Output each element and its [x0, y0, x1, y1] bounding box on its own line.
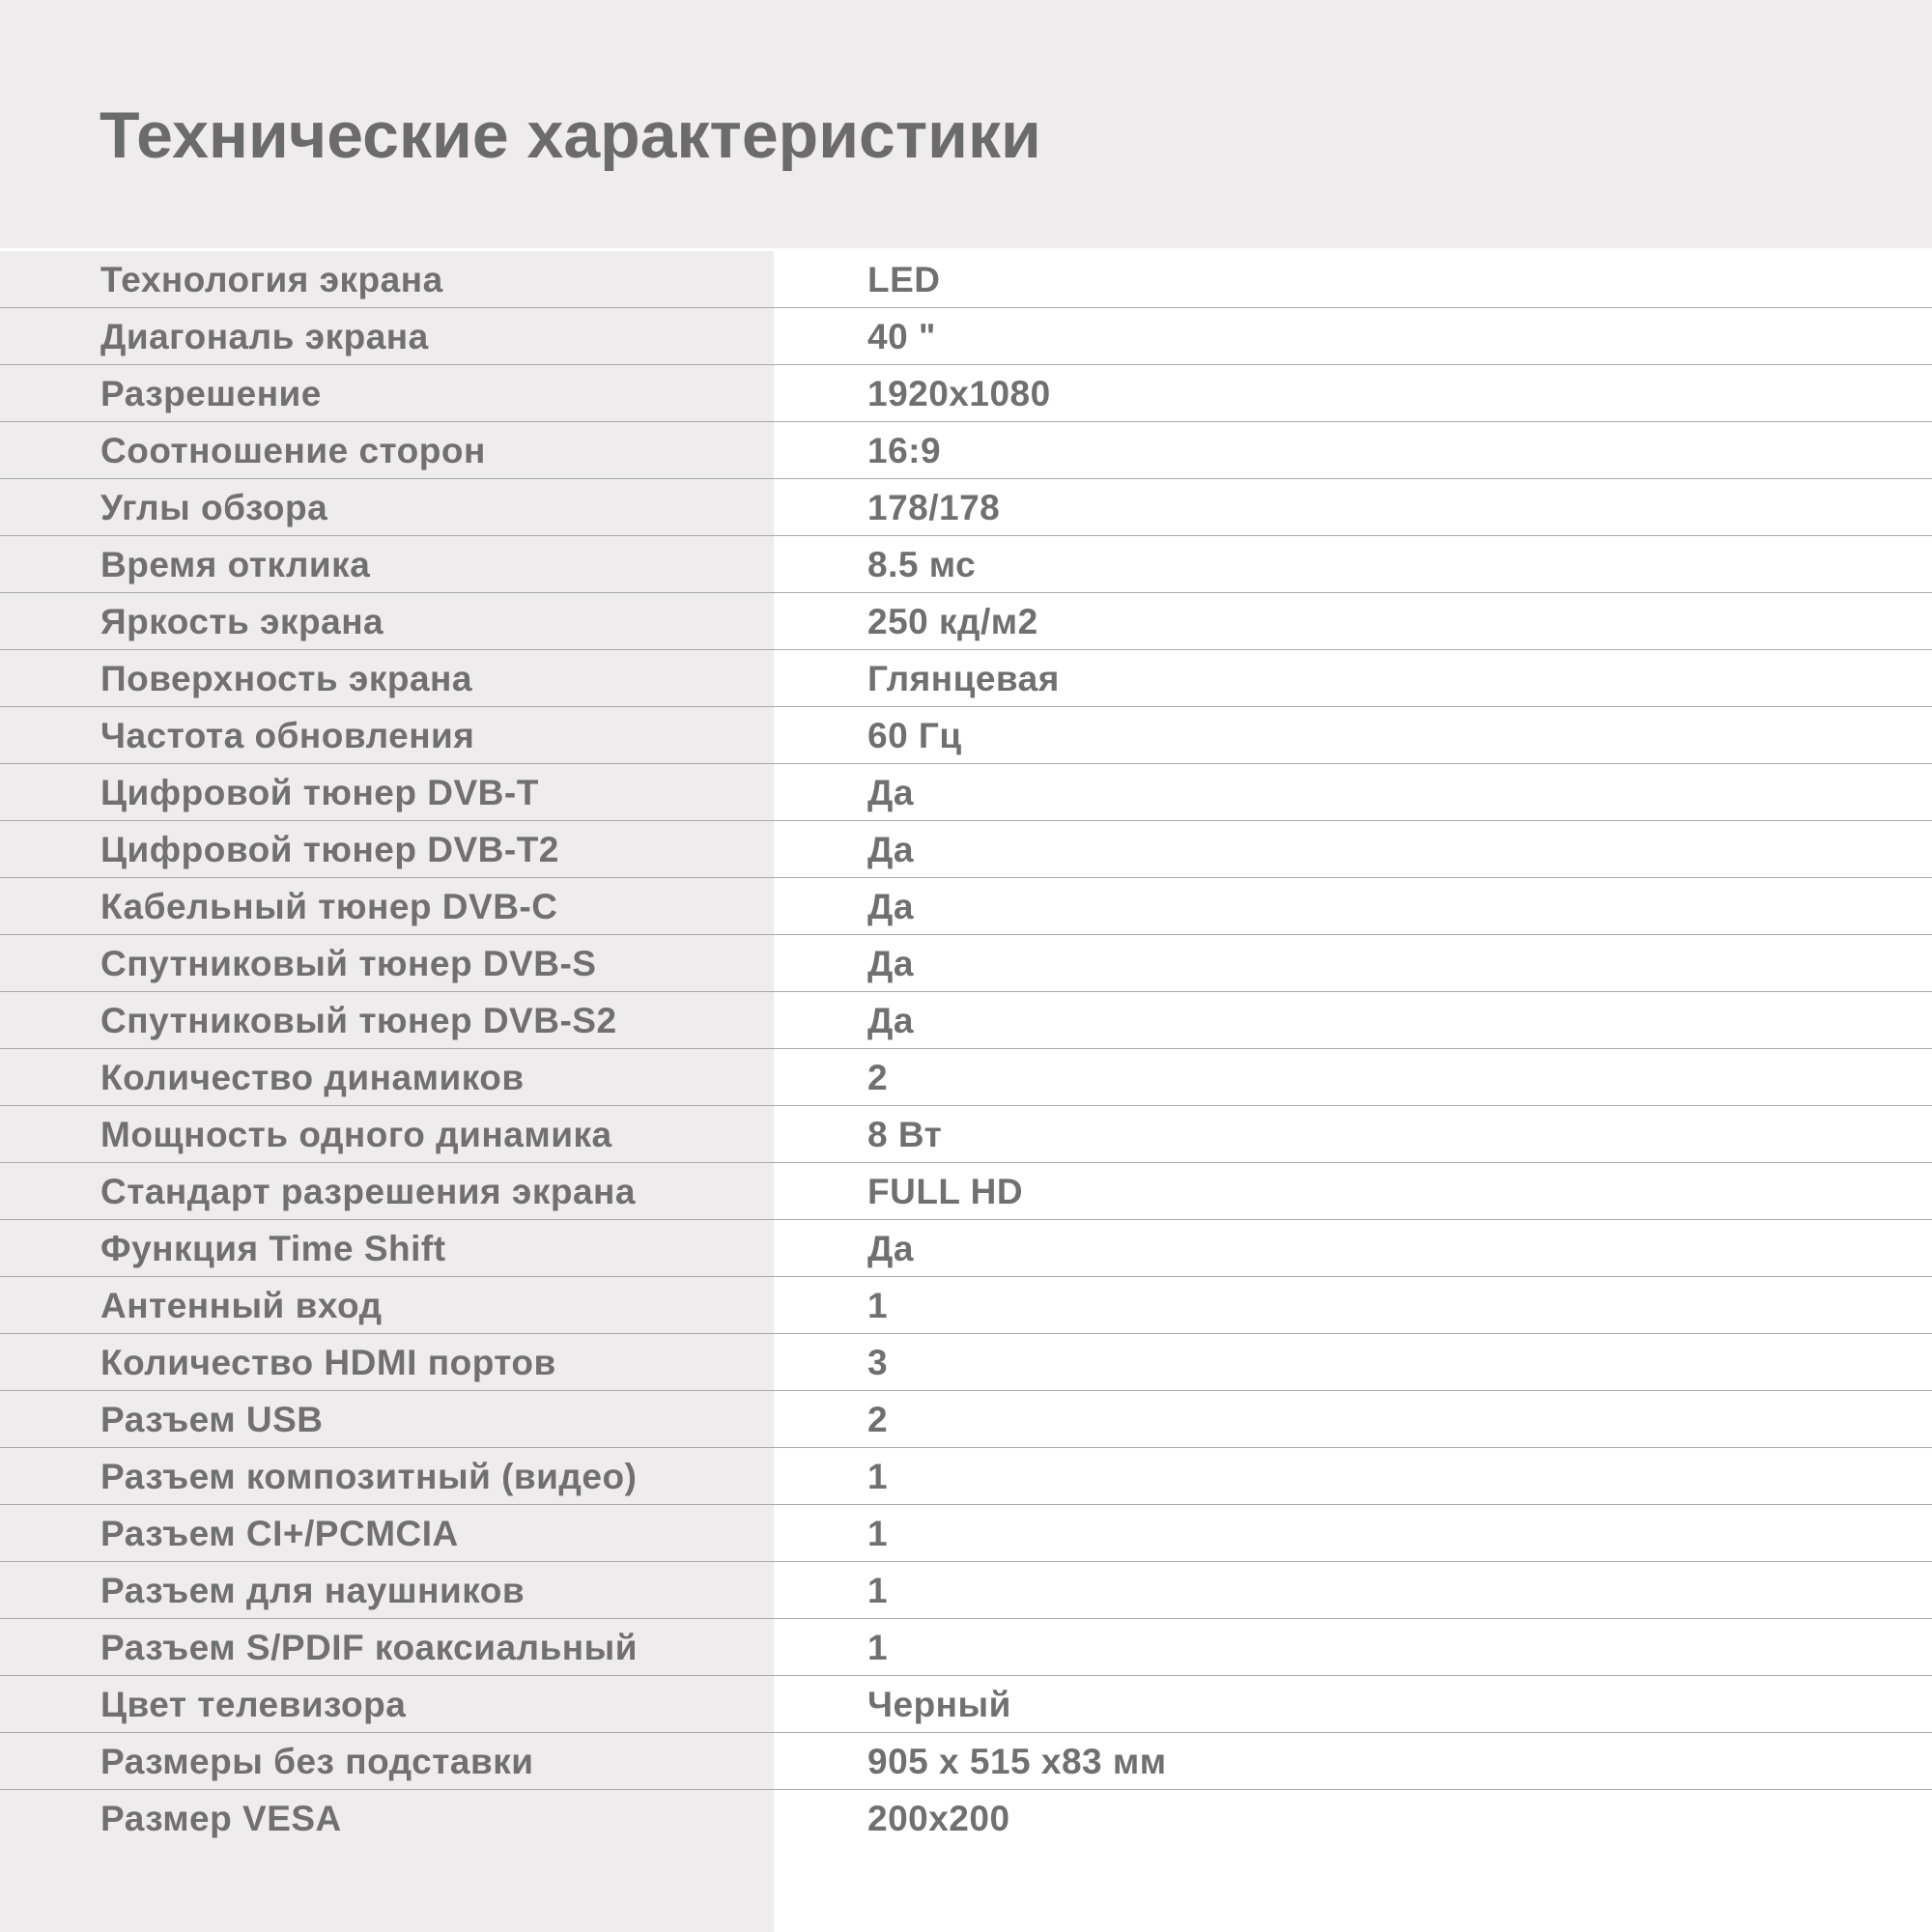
spec-row — [0, 365, 1932, 422]
spec-value: FULL HD — [867, 1172, 1024, 1211]
spec-row — [0, 479, 1932, 536]
spec-value: 8.5 мс — [867, 545, 977, 584]
spec-row — [0, 878, 1932, 935]
spec-label: Кабельный тюнер DVB-C — [100, 887, 558, 926]
spec-value: Да — [867, 830, 914, 869]
spec-row — [0, 1277, 1932, 1334]
spec-value: Черный — [867, 1685, 1011, 1724]
spec-row — [0, 935, 1932, 992]
spec-value: 250 кд/м2 — [867, 602, 1038, 641]
spec-label: Размер VESA — [100, 1799, 342, 1838]
spec-label: Разрешение — [100, 374, 322, 413]
spec-value: Да — [867, 773, 914, 812]
spec-label: Цифровой тюнер DVB-T2 — [100, 830, 559, 869]
spec-label: Время отклика — [100, 545, 371, 584]
spec-row — [0, 422, 1932, 479]
header — [0, 0, 1932, 248]
spec-value: Да — [867, 1229, 914, 1268]
spec-row — [0, 650, 1932, 707]
spec-value: 1 — [867, 1457, 889, 1496]
spec-label: Стандарт разрешения экрана — [100, 1172, 636, 1211]
spec-row — [0, 1448, 1932, 1505]
spec-label: Цифровой тюнер DVB-T — [100, 773, 539, 812]
spec-label: Разъем CI+/PCMCIA — [100, 1514, 459, 1553]
spec-value: 2 — [867, 1058, 889, 1097]
spec-row — [0, 1163, 1932, 1220]
spec-row — [0, 764, 1932, 821]
spec-value: 1 — [867, 1286, 889, 1325]
spec-row — [0, 1049, 1932, 1106]
spec-value: 40 " — [867, 317, 936, 356]
spec-value: Глянцевая — [867, 659, 1060, 698]
spec-label: Спутниковый тюнер DVB-S2 — [100, 1001, 617, 1040]
spec-label: Количество HDMI портов — [100, 1343, 556, 1382]
spec-label: Антенный вход — [100, 1286, 383, 1325]
spec-label: Разъем USB — [100, 1400, 324, 1439]
spec-row — [0, 821, 1932, 878]
spec-row — [0, 1562, 1932, 1619]
spec-row — [0, 1676, 1932, 1733]
spec-value: Да — [867, 887, 914, 926]
spec-value: 905 x 515 x83 мм — [867, 1742, 1167, 1781]
spec-row — [0, 1106, 1932, 1163]
spec-value: 1 — [867, 1571, 889, 1610]
spec-label: Технология экрана — [100, 260, 443, 299]
spec-value: 1 — [867, 1628, 889, 1667]
spec-row — [0, 1391, 1932, 1448]
spec-row — [0, 308, 1932, 365]
spec-label: Количество динамиков — [100, 1058, 525, 1097]
spec-label: Частота обновления — [100, 716, 475, 755]
spec-value: 60 Гц — [867, 716, 962, 755]
spec-row — [0, 1733, 1932, 1790]
spec-label: Мощность одного динамика — [100, 1115, 612, 1154]
spec-label: Функция Time Shift — [100, 1229, 446, 1268]
spec-label: Спутниковый тюнер DVB-S — [100, 944, 597, 983]
spec-label: Поверхность экрана — [100, 659, 472, 698]
spec-row — [0, 1334, 1932, 1391]
spec-row — [0, 593, 1932, 650]
spec-value: 3 — [867, 1343, 889, 1382]
spec-label: Разъем композитный (видео) — [100, 1457, 638, 1496]
spec-label: Диагональ экрана — [100, 317, 429, 356]
spec-row — [0, 1505, 1932, 1562]
spec-label: Цвет телевизора — [100, 1685, 407, 1724]
spec-value: Да — [867, 944, 914, 983]
spec-row — [0, 251, 1932, 308]
spec-row — [0, 1220, 1932, 1277]
spec-value: 200x200 — [867, 1799, 1010, 1838]
spec-label: Размеры без подставки — [100, 1742, 534, 1781]
spec-row — [0, 536, 1932, 593]
spec-label: Разъем для наушников — [100, 1571, 526, 1610]
spec-row — [0, 992, 1932, 1049]
spec-table — [0, 251, 1932, 1932]
spec-row — [0, 1619, 1932, 1676]
spec-value: 16:9 — [867, 431, 942, 470]
spec-row — [0, 1790, 1932, 1847]
spec-value: 2 — [867, 1400, 889, 1439]
spec-value: 1920x1080 — [867, 374, 1051, 413]
spec-row — [0, 707, 1932, 764]
spec-value: 1 — [867, 1514, 889, 1553]
page-title: Технические характеристики — [99, 99, 1041, 172]
spec-label: Разъем S/PDIF коаксиальный — [100, 1628, 639, 1667]
spec-value: 178/178 — [867, 488, 1001, 527]
spec-label: Соотношение сторон — [100, 431, 486, 470]
spec-value: 8 Вт — [867, 1115, 943, 1154]
spec-value: Да — [867, 1001, 914, 1040]
spec-value: LED — [867, 260, 941, 299]
spec-label: Углы обзора — [100, 488, 328, 527]
spec-label: Яркость экрана — [100, 602, 384, 641]
spec-rows — [0, 251, 1932, 1847]
